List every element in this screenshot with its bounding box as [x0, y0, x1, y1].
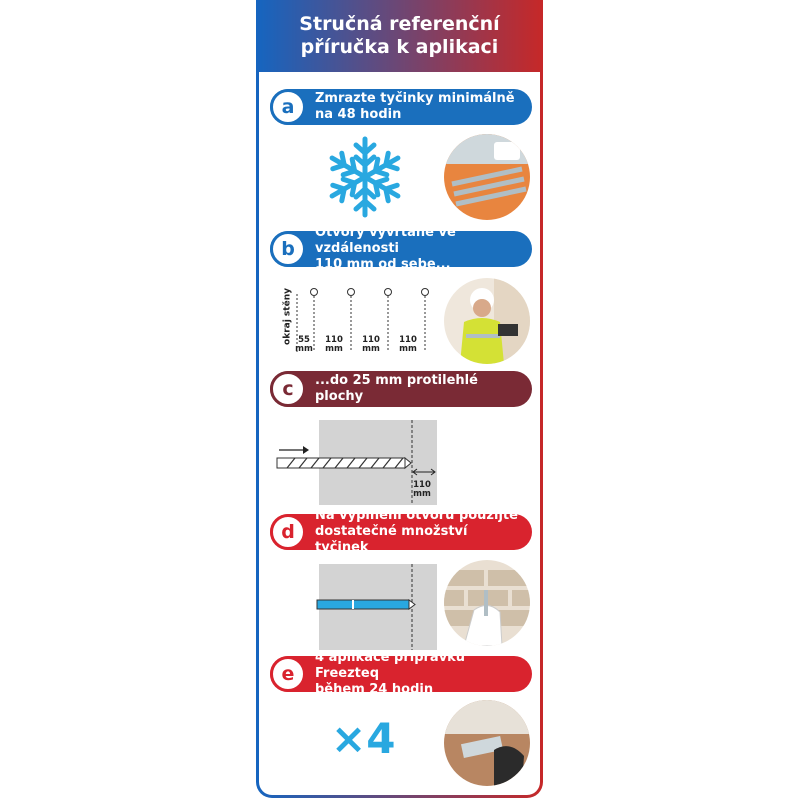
step-c-line1: ...do 25 mm protilehlé plochy: [315, 373, 478, 404]
step-a-line1: Zmrazte tyčinky minimálně: [315, 91, 515, 106]
step-e-badge: e: [270, 656, 306, 692]
step-a-badge: a: [270, 89, 306, 125]
step-e-line2: během 24 hodin: [315, 682, 434, 697]
freezer-sticks-photo: [444, 134, 530, 220]
step-d-badge: d: [270, 514, 306, 550]
step-a-banner: [270, 89, 532, 125]
step-b-line2: 110 mm od sebe...: [315, 257, 451, 272]
step-c-badge: c: [270, 371, 306, 407]
step-d-banner: [270, 508, 532, 555]
dim-label-110-b: 110 mm: [362, 335, 380, 354]
dim-label-110-c: 110 mm: [399, 335, 417, 354]
drill-bit: [277, 458, 411, 468]
step-d-line1: Na vyplnění otvoru použijte: [315, 508, 518, 523]
inserting-stick-photo: [444, 560, 530, 646]
application-photo: [444, 700, 530, 786]
step-b-badge: b: [270, 231, 306, 267]
step-d-line2: dostatečné množství tyčinek: [315, 524, 468, 555]
card-header: [256, 0, 543, 72]
step-b-banner: [270, 225, 532, 272]
snowflake-icon: [325, 134, 405, 220]
header-title-line1: Stručná referenční: [299, 13, 500, 35]
wall-edge-label: okraj stěny: [282, 288, 293, 345]
card-body: [259, 72, 540, 795]
reference-card: [256, 0, 543, 798]
step-e-line1: 4 aplikace přípravku Freezteq: [315, 650, 466, 681]
arrow-right-icon: [279, 446, 309, 454]
header-title-line2: příručka k aplikaci: [300, 36, 499, 58]
worker-drilling-photo: [444, 278, 530, 364]
step-b-line1: Otvory vyvrtané ve vzdálenosti: [315, 225, 456, 256]
dim-label-110-a: 110 mm: [325, 335, 343, 354]
depth-dim-label: 110 mm: [413, 480, 431, 499]
step-a-line2: na 48 hodin: [315, 107, 402, 122]
step-c-banner: [270, 371, 532, 407]
times-four-label: ×4: [331, 714, 396, 763]
step-e-banner: [270, 650, 532, 697]
dim-label-55: 55 mm: [295, 335, 313, 354]
stick-insertion-diagram: [309, 564, 449, 654]
